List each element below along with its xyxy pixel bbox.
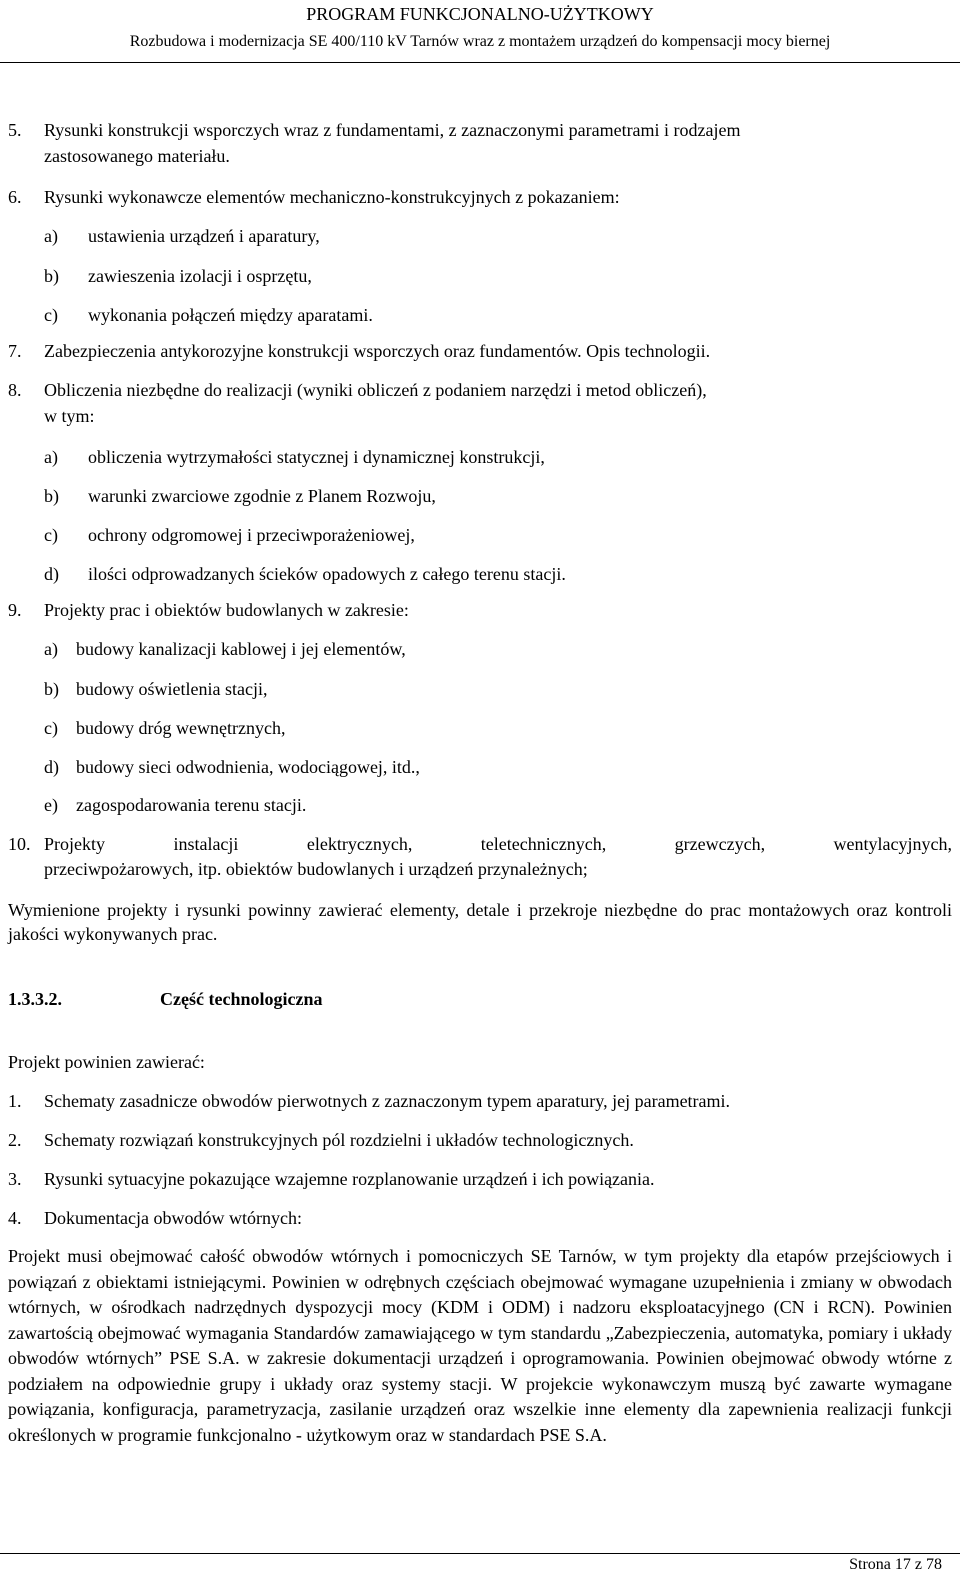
item-number: 9. (8, 600, 22, 620)
sub-label: c) (44, 305, 58, 325)
item-number: 5. (8, 120, 22, 140)
sub-text: budowy dróg wewnętrznych, (76, 718, 286, 738)
sub-label: e) (44, 795, 58, 815)
item-text: Rysunki wykonawcze elementów mechaniczno-konstrukcyjnych z pokazaniem: (44, 187, 620, 207)
item-number: 7. (8, 341, 22, 361)
item-text: Projekty instalacji elektrycznych, teletechnicznych, grzewczych, wentylacyjnych, (44, 834, 952, 854)
sub-text: ilości odprowadzanych ścieków opadowych z całego terenu stacji. (88, 564, 566, 584)
item-number: 8. (8, 380, 22, 400)
page-header (0, 0, 960, 64)
header-divider (0, 62, 960, 63)
item-number: 10. (8, 834, 31, 854)
sub-text: wykonania połączeń między aparatami. (88, 305, 373, 325)
sub-text: budowy sieci odwodnienia, wodociągowej, itd., (76, 757, 420, 777)
item-number: 2. (8, 1130, 22, 1150)
sub-text: ochrony odgromowej i przeciwporażeniowej, (88, 525, 415, 545)
item-text: Dokumentacja obwodów wtórnych: (44, 1208, 302, 1228)
sub-label: b) (44, 486, 59, 506)
item-text: Rysunki konstrukcji wsporczych wraz z fundamentami, z zaznaczonymi parametrami i rodzajem (44, 120, 741, 140)
item-number: 6. (8, 187, 22, 207)
intro-text: Projekt powinien zawierać: (8, 1052, 205, 1072)
secondary-circuits-paragraph: Projekt musi obejmować całość obwodów wtórnych i pomocniczych SE Tarnów, w tym projekty dla etapów przejściowych i powiązań z obiektami istniejącymi. Powinien w odrębnych częściach obejmować wymagane uzupełnienia i zmiany w obwodach wtórnych, w ośrodkach nadrzędnych dyspozycji mocy (KDM i ODM) i nadzoru eksploatacyjnego (CN i RCN). Powinien zawartością obejmować wymagania Standardów zamawiającego w tym standardu „Zabezpieczenia, automatyka, pomiary i układy obwodów wtórnych” PSE S.A. w zakresie dokumentacji urządzeń i oprogramowania. Powinien obejmować obwody wtórne z podziałem na odpowiednie grupy i układy oraz systemy stacji. W projekcie wykonawczym muszą być zawarte wymagane powiązania, konfiguracja, parametryzacja, zasilanie urządzeń oraz wszelkie inne elementy dla zapewnienia realizacji funkcji określonych w programie funkcjonalno - użytkowym oraz w standardach PSE S.A. (8, 1246, 952, 1445)
item-5-continuation: zastosowanego materiału. (44, 146, 230, 166)
sub-text: zawieszenia izolacji i osprzętu, (88, 266, 312, 286)
sub-label: b) (44, 266, 59, 286)
sub-text: ustawienia urządzeń i aparatury, (88, 226, 320, 246)
item-10-continuation: przeciwpożarowych, itp. obiektów budowlanych i urządzeń przynależnych; (44, 859, 588, 879)
sub-text: warunki zwarciowe zgodnie z Planem Rozwoju, (88, 486, 436, 506)
item-text: Zabezpieczenia antykorozyjne konstrukcji wsporczych oraz fundamentów. Opis technologii. (44, 341, 711, 361)
document-subtitle: Rozbudowa i modernizacja SE 400/110 kV Tarnów wraz z montażem urządzeń do kompensacji mocy biernej (129, 33, 831, 50)
sub-text: budowy oświetlenia stacji, (76, 679, 268, 699)
sub-text: budowy kanalizacji kablowej i jej elementów, (76, 639, 406, 659)
item-text: Obliczenia niezbędne do realizacji (wyniki obliczeń z podaniem narzędzi i metod obliczeń), (44, 380, 707, 400)
section-title: Część technologiczna (160, 989, 323, 1009)
sub-label: d) (44, 757, 59, 777)
sub-label: d) (44, 564, 59, 584)
item-text: Projekty prac i obiektów budowlanych w zakresie: (44, 600, 409, 620)
section-number: 1.3.3.2. (8, 989, 62, 1009)
item-number: 1. (8, 1091, 22, 1111)
item-text: Schematy rozwiązań konstrukcyjnych pól rozdzielni i układów technologicznych. (44, 1130, 634, 1150)
item-number: 3. (8, 1169, 22, 1189)
item-number: 4. (8, 1208, 22, 1228)
item-text: Schematy zasadnicze obwodów pierwotnych z zaznaczonym typem aparatury, jej parametrami. (44, 1091, 731, 1111)
sub-label: a) (44, 447, 58, 467)
footer-divider (0, 1553, 960, 1554)
sub-label: b) (44, 679, 59, 699)
sub-text: zagospodarowania terenu stacji. (76, 795, 307, 815)
item-text: Rysunki sytuacyjne pokazujące wzajemne rozplanowanie urządzeń i ich powiązania. (44, 1169, 655, 1189)
sub-label: c) (44, 718, 58, 738)
sub-label: a) (44, 226, 58, 246)
page-number: Strona 17 z 78 (849, 1556, 942, 1573)
item-8-continuation: w tym: (44, 406, 95, 426)
document-title: PROGRAM FUNKCJONALNO-UŻYTKOWY (306, 4, 654, 24)
sub-text: obliczenia wytrzymałości statycznej i dynamicznej konstrukcji, (88, 447, 545, 467)
sub-label: a) (44, 639, 58, 659)
summary-paragraph: Wymienione projekty i rysunki powinny zawierać elementy, detale i przekroje niezbędne do prac montażowych oraz kontroli jakości wykonywanych prac. (8, 900, 952, 944)
sub-label: c) (44, 525, 58, 545)
